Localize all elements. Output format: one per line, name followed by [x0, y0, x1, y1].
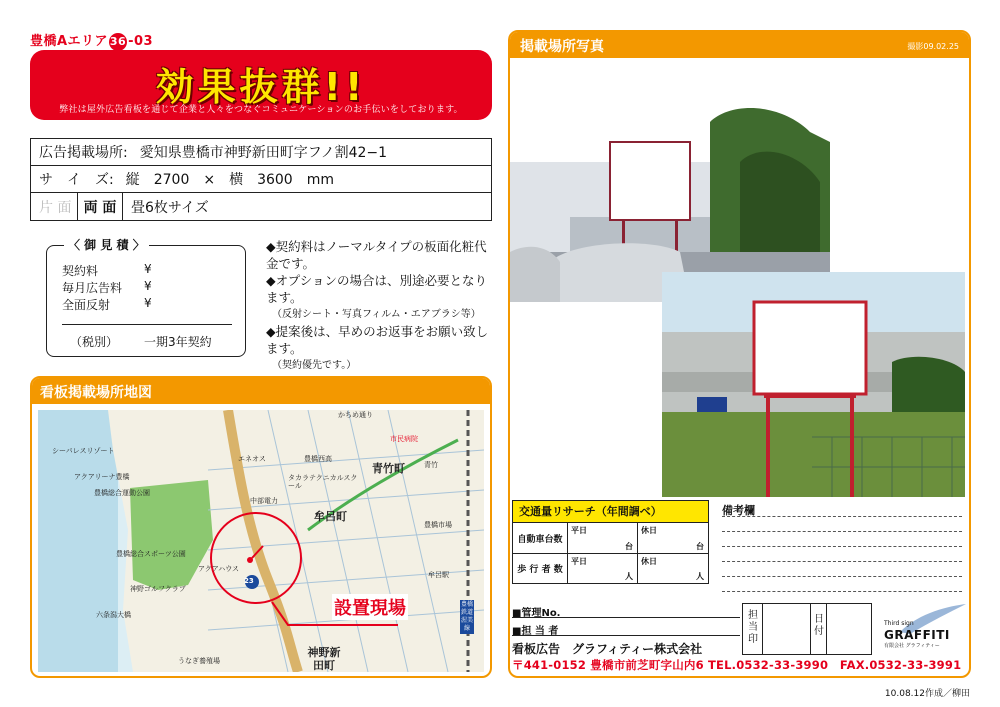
company-logo	[880, 602, 970, 652]
map-label-rokujo: 六条潟大橋	[96, 611, 131, 619]
logo-main-text: GRAFFITI	[884, 628, 950, 642]
estimate-contract-yen: ¥	[144, 262, 152, 276]
stamp-box	[742, 603, 872, 655]
location-map[interactable]	[38, 410, 484, 672]
logo-small-text: Third sign	[884, 620, 914, 627]
location-row	[31, 139, 491, 166]
map-label-aotake: 青竹	[424, 461, 438, 469]
remarks-line	[722, 576, 962, 577]
estimate-reflect-label: 全面反射	[62, 298, 111, 312]
traffic-walk-holiday	[638, 554, 708, 583]
notes	[266, 238, 496, 374]
map-label-market: 豊橋市場	[424, 521, 452, 529]
remarks-title: 備考欄	[722, 504, 755, 517]
footer-note: 10.08.12作成／柳田	[884, 689, 970, 699]
map-label-nishi: 豊橋西高	[304, 455, 332, 463]
estimate-tax: （税別）	[70, 335, 119, 349]
weekday-label: 平日	[571, 557, 587, 566]
traffic-walk-weekday	[568, 554, 638, 583]
stamp-cell-tanto[interactable]	[763, 604, 811, 654]
traffic-walk-label: 歩 行 者 数	[513, 554, 568, 583]
site-photo-2	[662, 272, 965, 497]
area-label	[30, 30, 153, 51]
map-label-unagi: うなぎ養殖場	[178, 657, 220, 665]
stamp-cell-date-label	[811, 604, 827, 654]
ad-info-table	[30, 138, 492, 221]
note-1: ◆契約料はノーマルタイプの板面化粧代金です。	[266, 239, 487, 271]
single-side-label: 片 面	[39, 199, 72, 216]
map-label-resort: シーパレスリゾート	[52, 447, 115, 455]
car-unit: 台	[696, 542, 704, 551]
size-label: サ イ ズ:	[39, 172, 114, 188]
face-row	[31, 193, 491, 220]
map-label-golf: 神野ゴルフクラブ	[130, 585, 186, 593]
weekday-label: 平日	[571, 526, 587, 535]
person-in-charge-label: ■担 当 者	[512, 626, 559, 637]
stamp-cell-date[interactable]	[827, 604, 873, 654]
map-label-station: 牟呂駅	[428, 571, 449, 579]
area-suffix: -03	[128, 34, 154, 49]
estimate-term: 一期3年契約	[144, 335, 212, 349]
traffic-car-holiday	[638, 523, 708, 553]
map-label-takara: タカラテクニカルスクール	[288, 474, 358, 490]
estimate-title: 〈 御 見 積 〉	[64, 236, 149, 253]
company-name: 看板広告 グラフィティー株式会社	[512, 642, 703, 656]
remarks-line	[722, 531, 962, 532]
estimate-reflect-yen: ¥	[144, 296, 152, 310]
stamp-cell-tanto-label	[743, 604, 763, 654]
headline-banner	[30, 50, 492, 120]
remarks-line	[722, 561, 962, 562]
walk-unit: 人	[625, 572, 633, 581]
holiday-label: 休日	[641, 557, 657, 566]
note-3-detail: （契約優先です。）	[272, 360, 357, 371]
management-number-line	[512, 617, 740, 618]
location-label: 広告掲載場所:	[39, 145, 128, 161]
traffic-title: 交通量リサーチ（年間調べ）	[513, 501, 708, 523]
map-label-jinno: 神野新田町	[307, 646, 341, 672]
walk-unit: 人	[696, 572, 704, 581]
area-prefix: 豊橋Aエリア	[30, 34, 109, 49]
map-label-takeichi: 青竹町	[372, 462, 405, 475]
remarks-line	[722, 516, 962, 517]
person-in-charge-line	[512, 635, 740, 636]
map-label-sports-ground: 豊橋総合スポーツ公園	[116, 550, 186, 558]
map-label-chubu: 中部電力	[250, 497, 278, 505]
map-panel	[30, 376, 492, 678]
logo-sub-text: 有限会社 グラフィティー	[884, 643, 940, 649]
estimate-monthly-yen: ¥	[144, 279, 152, 293]
photo-title: 掲載場所写真	[520, 39, 604, 55]
tanto-stamp-label: 担当印	[748, 610, 758, 645]
estimate-monthly-label: 毎月広告料	[62, 281, 123, 295]
date-stamp-label: 日付	[814, 614, 824, 637]
map-label-eneos: エネオス	[238, 455, 266, 463]
remarks-line	[722, 591, 962, 592]
map-title: 看板掲載場所地図	[40, 385, 152, 401]
map-label-arena: アクアリーナ豊橋	[74, 473, 130, 481]
company-address: 〒441-0152 豊橋市前芝町字山内6 TEL.0532-33-3990 FAX.0532-33-3991	[512, 658, 962, 672]
double-side-label: 両 面	[77, 193, 123, 220]
map-label-sports-park: 豊橋総合運動公園	[94, 489, 150, 497]
traffic-walk-row	[513, 554, 708, 583]
route-23-badge: 23	[244, 577, 254, 585]
estimate-divider	[62, 324, 232, 325]
management-number-label: ■管理No.	[512, 608, 561, 619]
site-label: 設置現場	[332, 594, 408, 620]
size-value: 縦 2700 × 横 3600 mm	[125, 172, 334, 188]
banner-subtitle: 弊社は屋外広告看板を通じて企業と人々をつなぐコミュニケーションのお手伝いをしております。	[59, 105, 463, 115]
tatami-size: 畳6枚サイズ	[131, 199, 209, 216]
traffic-car-row	[513, 523, 708, 554]
map-label-kachime: かちめ通り	[338, 411, 373, 419]
map-label-railway: 豊橋鉄道渥美線	[461, 601, 474, 632]
note-3: ◆提案後は、早めのお返事をお願い致します。	[266, 324, 489, 356]
car-unit: 台	[625, 542, 633, 551]
holiday-label: 休日	[641, 526, 657, 535]
traffic-car-weekday	[568, 523, 638, 553]
traffic-car-label: 自動車台数	[513, 523, 568, 553]
traffic-table	[512, 500, 709, 584]
size-row	[31, 166, 491, 193]
map-label-house: アクアハウス	[198, 565, 240, 573]
map-label-hospital: 市民病院	[390, 435, 418, 443]
photo-date: 撮影09.02.25	[907, 42, 959, 51]
note-2: ◆オプションの場合は、別途必要となります。	[266, 273, 487, 305]
estimate-contract-label: 契約料	[62, 264, 99, 278]
map-label-ushirochi: 牟呂町	[314, 510, 347, 523]
remarks-line	[722, 546, 962, 547]
note-2-detail: （反射シート・写真フィルム・エアブラシ等）	[272, 309, 481, 320]
banner-title: 効果抜群!!	[155, 65, 367, 109]
area-number-badge: 36	[109, 33, 127, 51]
location-value: 愛知県豊橋市神野新田町字フノ割42−1	[139, 145, 388, 161]
